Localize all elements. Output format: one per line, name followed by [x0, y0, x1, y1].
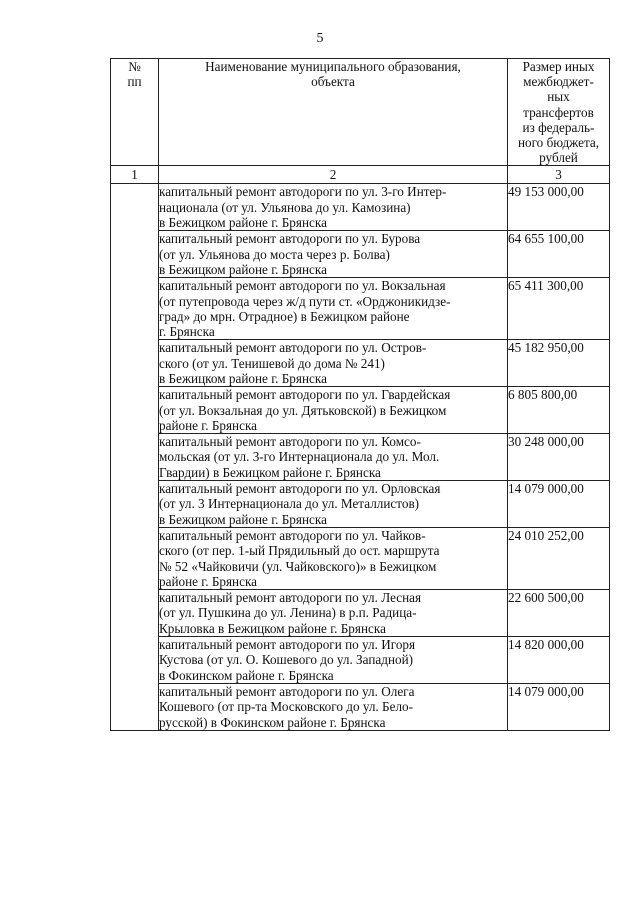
object-name-line: № 52 «Чайковичи (ул. Чайковского)» в Бежицком [159, 558, 437, 574]
amount-cell: 65 411 300,00 [508, 278, 610, 340]
table-row [111, 434, 610, 481]
row-number-cell [111, 184, 159, 730]
table-row [111, 481, 610, 528]
object-name-line: (от ул. Пушкина до ул. Ленина) в р.п. Радица- [159, 605, 417, 621]
object-name-line: в Бежицком районе г. Брянска [159, 511, 327, 527]
table-row [111, 278, 610, 340]
object-name-line: в Бежицком районе г. Брянска [159, 370, 327, 386]
object-name-line: ского (от ул. Тенишевой до дома № 241) [159, 355, 385, 371]
object-name-line: районе г. Брянска [159, 573, 258, 589]
object-name-line: в Фокинском районе г. Брянска [159, 667, 334, 683]
object-name-line: капитальный ремонт автодороги по ул. Вокзальная [159, 278, 446, 294]
table-row [111, 184, 610, 231]
header-amount-line: из федераль- [522, 119, 595, 135]
header-amount-line: рублей [539, 150, 578, 166]
object-name-line: мольская (от ул. 3-го Интернационала до ул. Мол. [159, 449, 440, 465]
object-name-line: капитальный ремонт автодороги по ул. 3-го Интер- [159, 184, 447, 200]
object-name-cell [159, 278, 508, 340]
object-name-line: в Бежицком районе г. Брянска [159, 261, 327, 277]
object-name-line: Кошевого (от пр-та Московского до ул. Бело- [159, 699, 414, 715]
header-amount-line: межбюджет- [523, 74, 594, 90]
header-amount-line: ного бюджета, [517, 135, 600, 151]
amount-cell: 49 153 000,00 [508, 184, 610, 231]
object-name-cell [159, 340, 508, 387]
column-number: 2 [159, 166, 508, 184]
table-row [111, 590, 610, 637]
column-numbers-row [111, 166, 610, 184]
object-name-line: районе г. Брянска [159, 417, 258, 433]
object-name-line: капитальный ремонт автодороги по ул. Игоря [159, 637, 416, 653]
object-name-line: капитальный ремонт автодороги по ул. Комсо- [159, 434, 421, 450]
object-name-line: (от путепровода через ж/д пути ст. «Орджоникидзе- [159, 293, 451, 309]
table-row [111, 527, 610, 589]
object-name-line: ского (от пер. 1-ый Прядильный до ост. маршрута [159, 543, 440, 559]
table-row [111, 637, 610, 684]
amount-cell: 14 079 000,00 [508, 683, 610, 730]
amount-cell: 45 182 950,00 [508, 340, 610, 387]
object-name-cell [159, 590, 508, 637]
table-row [111, 387, 610, 434]
column-number: 1 [111, 166, 159, 184]
header-name-column [159, 59, 508, 166]
header-name-line: объекта [311, 74, 355, 90]
object-name-line: (от ул. 3 Интернационала до ул. Металлистов) [159, 496, 420, 512]
table-header [111, 59, 610, 184]
object-name-line: национала (от ул. Ульянова до ул. Камозина) [159, 199, 411, 215]
header-number-abbrev: пп [127, 74, 142, 90]
header-number-symbol: № [128, 59, 141, 74]
object-name-line: град» до мрн. Отрадное) в Бежицком районе [159, 308, 410, 324]
object-name-cell [159, 387, 508, 434]
object-name-line: русской) в Фокинском районе г. Брянска [159, 714, 386, 730]
header-name-line: Наименование муниципального образования, [205, 59, 461, 74]
header-amount-line: трансфертов [523, 104, 594, 120]
page-number: 5 [316, 31, 324, 46]
table-row [111, 683, 610, 730]
header-row [111, 59, 610, 166]
object-name-line: капитальный ремонт автодороги по ул. Лесная [159, 590, 422, 606]
object-name-line: Гвардии) в Бежицком районе г. Брянска [159, 464, 381, 480]
object-name-line: г. Брянска [159, 324, 215, 340]
object-name-line: капитальный ремонт автодороги по ул. Чайков- [159, 527, 426, 543]
column-number: 3 [508, 166, 610, 184]
object-name-line: капитальный ремонт автодороги по ул. Остров- [159, 340, 427, 356]
object-name-cell [159, 434, 508, 481]
object-name-line: Крыловка в Бежицком районе г. Брянска [159, 620, 386, 636]
object-name-line: Кустова (от ул. О. Кошевого до ул. Западной) [159, 652, 414, 668]
table-body [111, 184, 610, 730]
object-name-line: (от ул. Ульянова до моста через р. Болва) [159, 246, 390, 262]
amount-cell: 14 820 000,00 [508, 637, 610, 684]
table-row [111, 231, 610, 278]
object-name-line: в Бежицком районе г. Брянска [159, 215, 327, 231]
object-name-cell [159, 184, 508, 231]
object-name-line: капитальный ремонт автодороги по ул. Гвардейская [159, 387, 451, 403]
object-name-line: капитальный ремонт автодороги по ул. Орловская [159, 481, 441, 497]
header-number-column [111, 59, 159, 166]
header-amount-column [508, 59, 610, 166]
amount-cell: 6 805 800,00 [508, 387, 610, 434]
object-name-line: (от ул. Вокзальная до ул. Дятьковской) в Бежицком [159, 402, 447, 418]
object-name-cell [159, 683, 508, 730]
header-amount-line: ных [547, 89, 570, 105]
amount-cell: 14 079 000,00 [508, 481, 610, 528]
header-amount-line: Размер иных [522, 59, 595, 74]
object-name-line: капитальный ремонт автодороги по ул. Бурова [159, 231, 421, 247]
object-name-cell [159, 637, 508, 684]
object-name-cell [159, 231, 508, 278]
table-row [111, 340, 610, 387]
transfers-table [110, 58, 610, 731]
amount-cell: 30 248 000,00 [508, 434, 610, 481]
amount-cell: 64 655 100,00 [508, 231, 610, 278]
object-name-cell [159, 527, 508, 589]
object-name-cell [159, 481, 508, 528]
object-name-line: капитальный ремонт автодороги по ул. Олега [159, 683, 415, 699]
amount-cell: 22 600 500,00 [508, 590, 610, 637]
amount-cell: 24 010 252,00 [508, 527, 610, 589]
